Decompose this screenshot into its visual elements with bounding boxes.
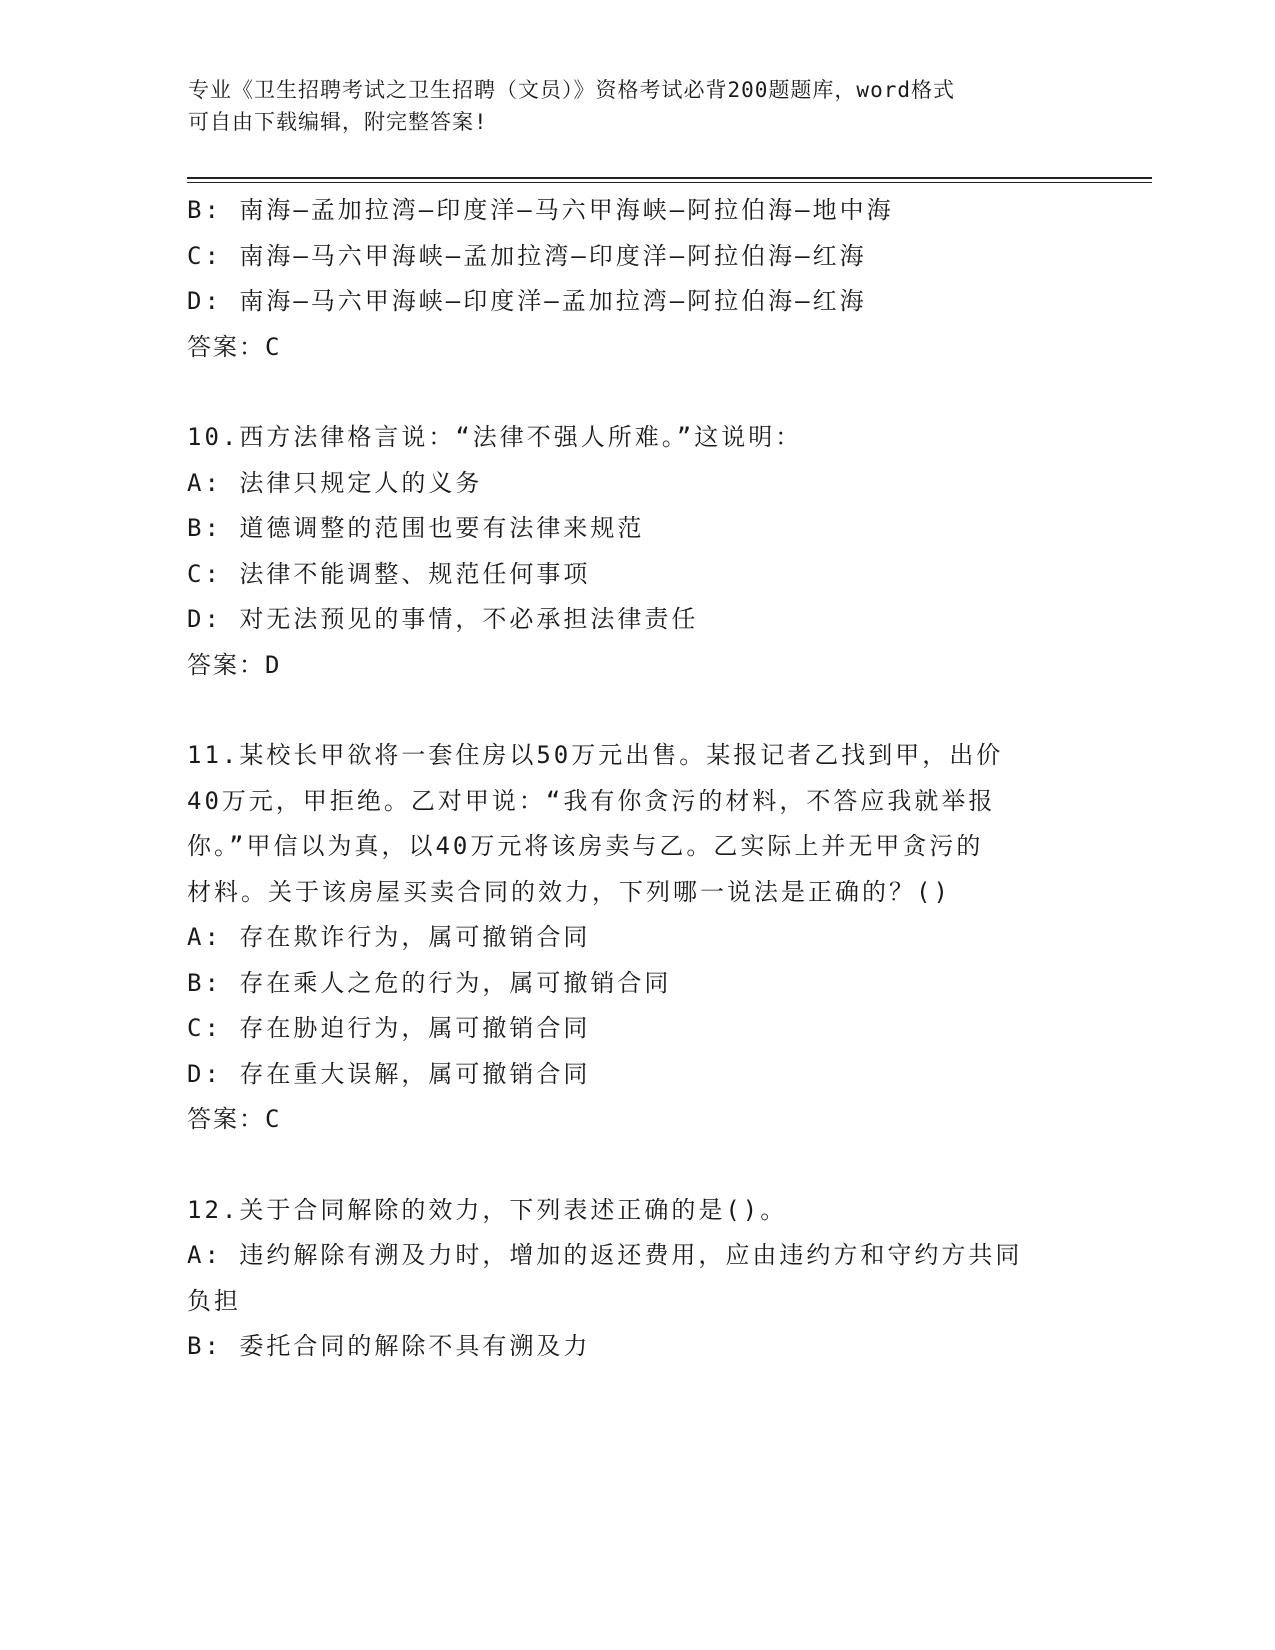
q12-option-a-line-2: 负担 [187,1286,241,1315]
spacer [187,370,1087,415]
header-line-1: 专业《卫生招聘考试之卫生招聘（文员）》资格考试必背200题题库，word格式 [188,78,955,102]
q10-option-b: B: 道德调整的范围也要有法律来规范 [187,514,645,542]
q11-option-b: B: 存在乘人之危的行为，属可撤销合同 [187,968,672,997]
q11-stem-line-2: 40万元，甲拒绝。乙对甲说：“我有你贪污的材料，不答应我就举报 [187,786,996,815]
header-line-2: 可自由下载编辑，附完整答案! [188,110,488,134]
q11-answer: 答案：C [187,1105,282,1133]
q10-answer: 答案：D [187,650,282,679]
page-header [188,74,1068,138]
q9-option-c: C: 南海—马六甲海峡—孟加拉湾—印度洋—阿拉伯海—红海 [187,241,867,270]
q10-stem: 10.西方法律格言说：“法律不强人所难。”这说明： [187,423,803,451]
q9-answer: 答案：C [187,332,282,361]
q11-stem-line-4: 材料。关于该房屋买卖合同的效力，下列哪一说法是正确的？() [187,877,951,906]
q10-option-c: C: 法律不能调整、规范任何事项 [187,559,591,588]
question-content [187,188,1087,1370]
q11-option-a: A: 存在欺诈行为，属可撤销合同 [187,923,591,951]
q12-option-b: B: 委托合同的解除不具有溯及力 [187,1332,591,1360]
q10-option-a: A: 法律只规定人的义务 [187,468,483,497]
q9-option-b: B: 南海—孟加拉湾—印度洋—马六甲海峡—阿拉伯海—地中海 [187,196,894,224]
header-divider-thick [187,177,1152,179]
q11-stem-line-1: 11.某校长甲欲将一套住房以50万元出售。某报记者乙找到甲，出价 [187,741,1004,769]
question-12 [187,1188,1087,1370]
q12-option-a-line-1: A: 违约解除有溯及力时，增加的返还费用，应由违约方和守约方共同 [187,1241,1023,1269]
q11-option-d: D: 存在重大误解，属可撤销合同 [187,1059,591,1088]
question-9 [187,188,1087,370]
question-11 [187,733,1087,1143]
q9-option-d: D: 南海—马六甲海峡—印度洋—孟加拉湾—阿拉伯海—红海 [187,287,867,315]
header-divider-thin [187,182,1152,183]
q10-option-d: D: 对无法预见的事情，不必承担法律责任 [187,605,699,633]
question-10 [187,415,1087,688]
q11-stem-line-3: 你。”甲信以为真，以40万元将该房卖与乙。乙实际上并无甲贪污的 [187,832,984,860]
spacer [187,1143,1087,1188]
q12-stem: 12.关于合同解除的效力，下列表述正确的是()。 [187,1195,788,1224]
spacer [187,688,1087,733]
q11-option-c: C: 存在胁迫行为，属可撤销合同 [187,1014,591,1042]
